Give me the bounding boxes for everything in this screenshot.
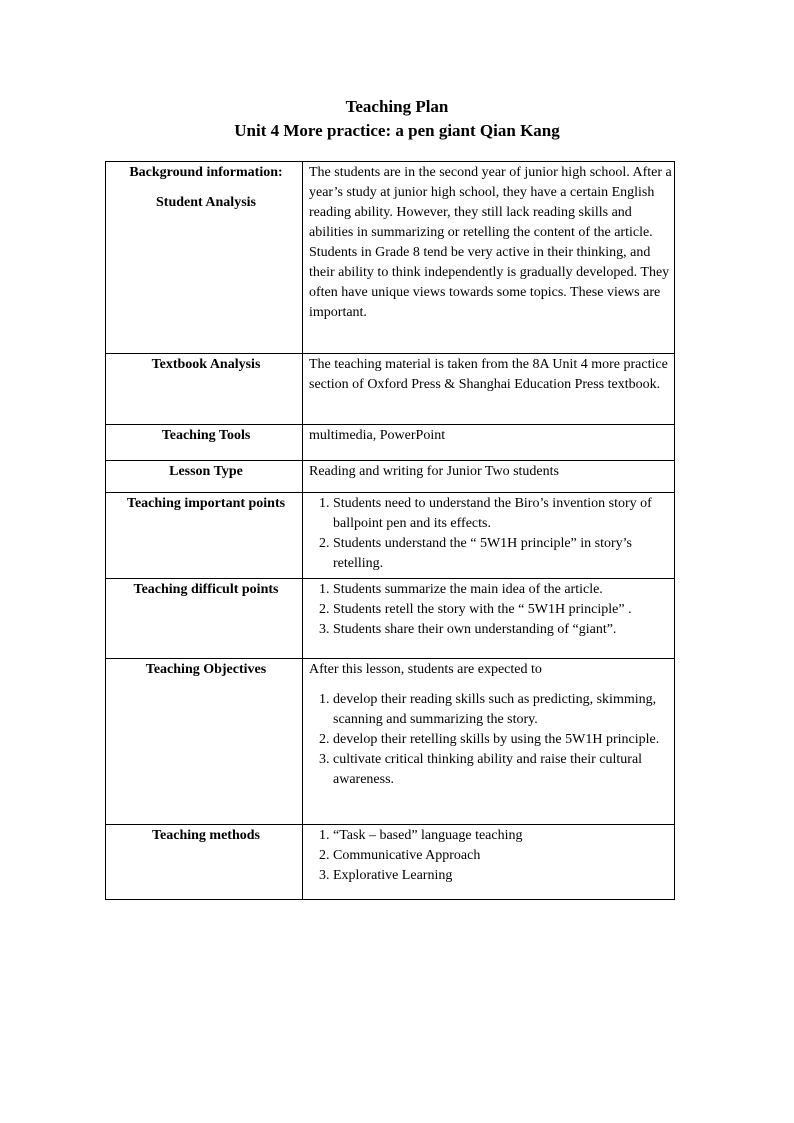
row-difficult-points: [106, 579, 675, 659]
row-lesson-type: [106, 461, 675, 493]
background-label-cell: [106, 162, 303, 354]
textbook-label: Textbook Analysis: [106, 354, 303, 425]
objectives-cell: [303, 659, 675, 825]
methods-list: [309, 826, 672, 886]
list-item: 2. Students understand the “ 5W1H principle” in story’s retelling.: [333, 534, 672, 574]
tools-label: Teaching Tools: [106, 425, 303, 461]
important-points-label: Teaching important points: [106, 493, 303, 579]
objectives-list: [309, 690, 672, 790]
row-objectives: [106, 659, 675, 825]
row-background: [106, 162, 675, 354]
difficult-points-label: Teaching difficult points: [106, 579, 303, 659]
textbook-text: The teaching material is taken from the 8A Unit 4 more practice section of Oxford Press & Shanghai Education Press textbook.: [303, 354, 675, 425]
list-item: 1. Students need to understand the Biro’s invention story of ballpoint pen and its effects.: [333, 494, 672, 534]
background-text: The students are in the second year of junior high school. After a year’s study at junior high school, they have a certain English reading ability. However, they still lack reading skills and abilities in summarizing or retelling the content of the article. Students in Grade 8 tend be very active in their thinking, and their ability to think independently is gradually developed. They often have unique views towards some topics. These views are important.: [303, 162, 675, 354]
important-points-cell: [303, 493, 675, 579]
lesson-type-text: Reading and writing for Junior Two students: [303, 461, 675, 493]
list-item: 3. Students share their own understanding of “giant”.: [333, 620, 672, 640]
methods-cell: [303, 825, 675, 900]
document-title: Teaching Plan: [345, 97, 449, 116]
objectives-label: Teaching Objectives: [106, 659, 303, 825]
list-item: 3. cultivate critical thinking ability and raise their cultural awareness.: [333, 750, 672, 790]
list-item: 1. “Task – based” language teaching: [333, 826, 672, 846]
difficult-points-cell: [303, 579, 675, 659]
list-item: 3. Explorative Learning: [333, 866, 672, 886]
list-item: 2. develop their retelling skills by using the 5W1H principle.: [333, 730, 672, 750]
row-methods: [106, 825, 675, 900]
list-item: 2. Students retell the story with the “ 5W1H principle” .: [333, 600, 672, 620]
lesson-type-label: Lesson Type: [106, 461, 303, 493]
difficult-points-list: [309, 580, 672, 640]
important-points-list: [309, 494, 672, 574]
tools-text: multimedia, PowerPoint: [303, 425, 675, 461]
list-item: 1. Students summarize the main idea of the article.: [333, 580, 672, 600]
row-tools: [106, 425, 675, 461]
row-important-points: [106, 493, 675, 579]
row-textbook: [106, 354, 675, 425]
methods-label: Teaching methods: [106, 825, 303, 900]
objectives-intro: After this lesson, students are expected to: [309, 662, 542, 677]
list-item: 1. develop their reading skills such as predicting, skimming, scanning and summarizing the story.: [333, 690, 672, 730]
teaching-plan-table: [105, 161, 675, 900]
document-subtitle: Unit 4 More practice: a pen giant Qian Kang: [234, 121, 560, 140]
background-label: Background information:: [129, 165, 283, 180]
list-item: 2. Communicative Approach: [333, 846, 672, 866]
student-analysis-label: Student Analysis: [156, 195, 256, 210]
